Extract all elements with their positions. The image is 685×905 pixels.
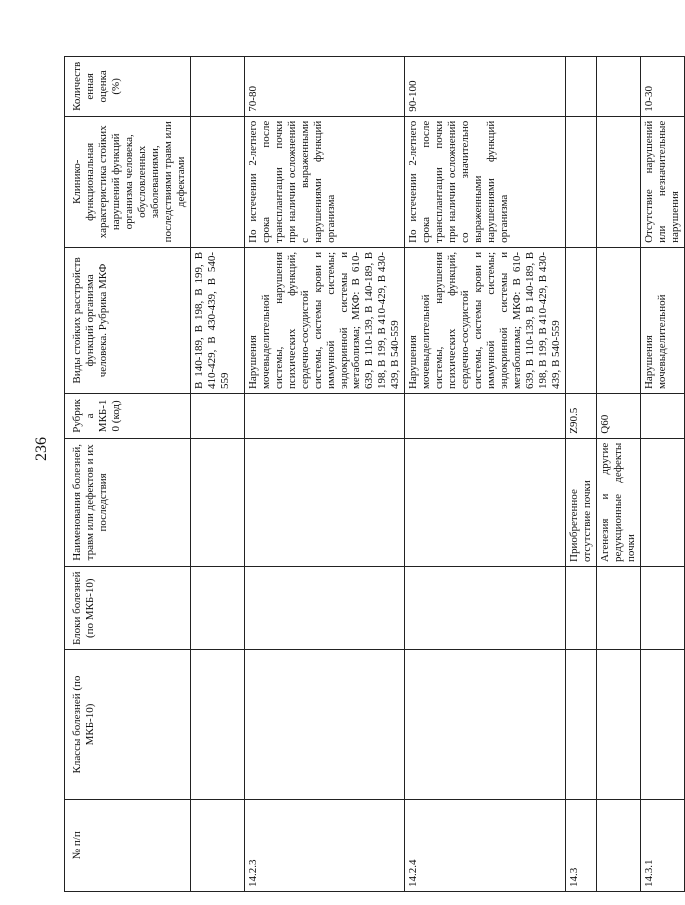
table-row <box>596 57 640 892</box>
cell-names <box>190 438 244 566</box>
cell-kinds <box>596 247 640 393</box>
cell-classes <box>596 650 640 799</box>
cell-percent <box>596 57 640 117</box>
cell-characteristic <box>565 116 596 247</box>
cell-percent: 90-100 <box>405 57 566 117</box>
header-num: № п/п <box>65 799 191 891</box>
cell-blocks <box>405 566 566 650</box>
cell-code: Z90.5 <box>565 394 596 439</box>
cell-code: Q60 <box>596 394 640 439</box>
header-names: Наименования болезней, травм или дефектов и их последствия <box>65 438 191 566</box>
cell-kinds: Нарушения мочевыделительной системы, нарушения психических функций, сердечно-сосудистой системы, системы крови и иммунной системы; эндокринной системы и метаболизма; МКФ: В 610-639, В 110-139, В 140-189, В 198, В 199, В 410-429, В 430-439, В 540-559 <box>244 247 405 393</box>
cell-blocks <box>190 566 244 650</box>
disability-criteria-table <box>64 56 685 892</box>
header-blocks: Блоки болезней (по МКБ-10) <box>65 566 191 650</box>
header-code: Рубрика МКБ-10 (код) <box>65 394 191 439</box>
header-kinds: Виды стойких расстройств функций организма человека. Рубрика МКФ <box>65 247 191 393</box>
cell-names <box>244 438 405 566</box>
cell-kinds <box>565 247 596 393</box>
disability-criteria-table-wrapper <box>64 56 681 892</box>
cell-num: 14.3 <box>565 799 596 891</box>
cell-characteristic: По истечении 2-летнего срока после трансплантации почки при наличии осложнений с выраженными нарушениями функций организма <box>244 116 405 247</box>
cell-code <box>405 394 566 439</box>
table-row <box>244 57 405 892</box>
cell-percent <box>190 57 244 117</box>
cell-kinds: Нарушения мочевыделительной <box>640 247 684 393</box>
page-number: 236 <box>33 437 50 461</box>
cell-blocks <box>244 566 405 650</box>
table-row <box>190 57 244 892</box>
header-percent: Количественная оценка (%) <box>65 57 191 117</box>
cell-classes <box>405 650 566 799</box>
cell-num <box>596 799 640 891</box>
cell-classes <box>190 650 244 799</box>
cell-num <box>190 799 244 891</box>
cell-blocks <box>596 566 640 650</box>
cell-percent: 10-30 <box>640 57 684 117</box>
cell-names <box>405 438 566 566</box>
cell-classes <box>244 650 405 799</box>
table-row <box>405 57 566 892</box>
cell-blocks <box>565 566 596 650</box>
cell-kinds: В 140-189, В 198, В 199, В 410-429, В 430-439, В 540-559 <box>190 247 244 393</box>
cell-names <box>640 438 684 566</box>
header-characteristic: Клинико-функциональная характеристика стойких нарушений функций организма человека, обусловленных заболеваниями, последствиями травм или дефектами <box>65 116 191 247</box>
cell-characteristic: Отсутствие нарушений или незначительные нарушения <box>640 116 684 247</box>
cell-percent <box>565 57 596 117</box>
table-row <box>565 57 596 892</box>
table-row <box>640 57 684 892</box>
cell-kinds: Нарушения мочевыделительной системы, нарушения психических функций, сердечно-сосудистой системы, системы крови и иммунной системы; эндокринной системы и метаболизма; МКФ: В 610-639, В 110-139, В 140-189, В 198, В 199, В 410-429, В 430-439, В 540-559 <box>405 247 566 393</box>
cell-code <box>190 394 244 439</box>
cell-characteristic <box>596 116 640 247</box>
header-classes: Классы болезней (по МКБ-10) <box>65 650 191 799</box>
cell-characteristic: По истечении 2-летнего срока после трансплантации почки при наличии осложнений со значительно выраженными нарушениями функций организма <box>405 116 566 247</box>
cell-num: 14.2.3 <box>244 799 405 891</box>
cell-names: Агенезия и другие редукционные дефекты почки <box>596 438 640 566</box>
cell-code <box>640 394 684 439</box>
cell-classes <box>565 650 596 799</box>
table-header-row <box>65 57 191 892</box>
cell-code <box>244 394 405 439</box>
cell-classes <box>640 650 684 799</box>
cell-num: 14.3.1 <box>640 799 684 891</box>
cell-characteristic <box>190 116 244 247</box>
cell-percent: 70-80 <box>244 57 405 117</box>
cell-names: Приобретенное отсутствие почки <box>565 438 596 566</box>
cell-blocks <box>640 566 684 650</box>
cell-num: 14.2.4 <box>405 799 566 891</box>
